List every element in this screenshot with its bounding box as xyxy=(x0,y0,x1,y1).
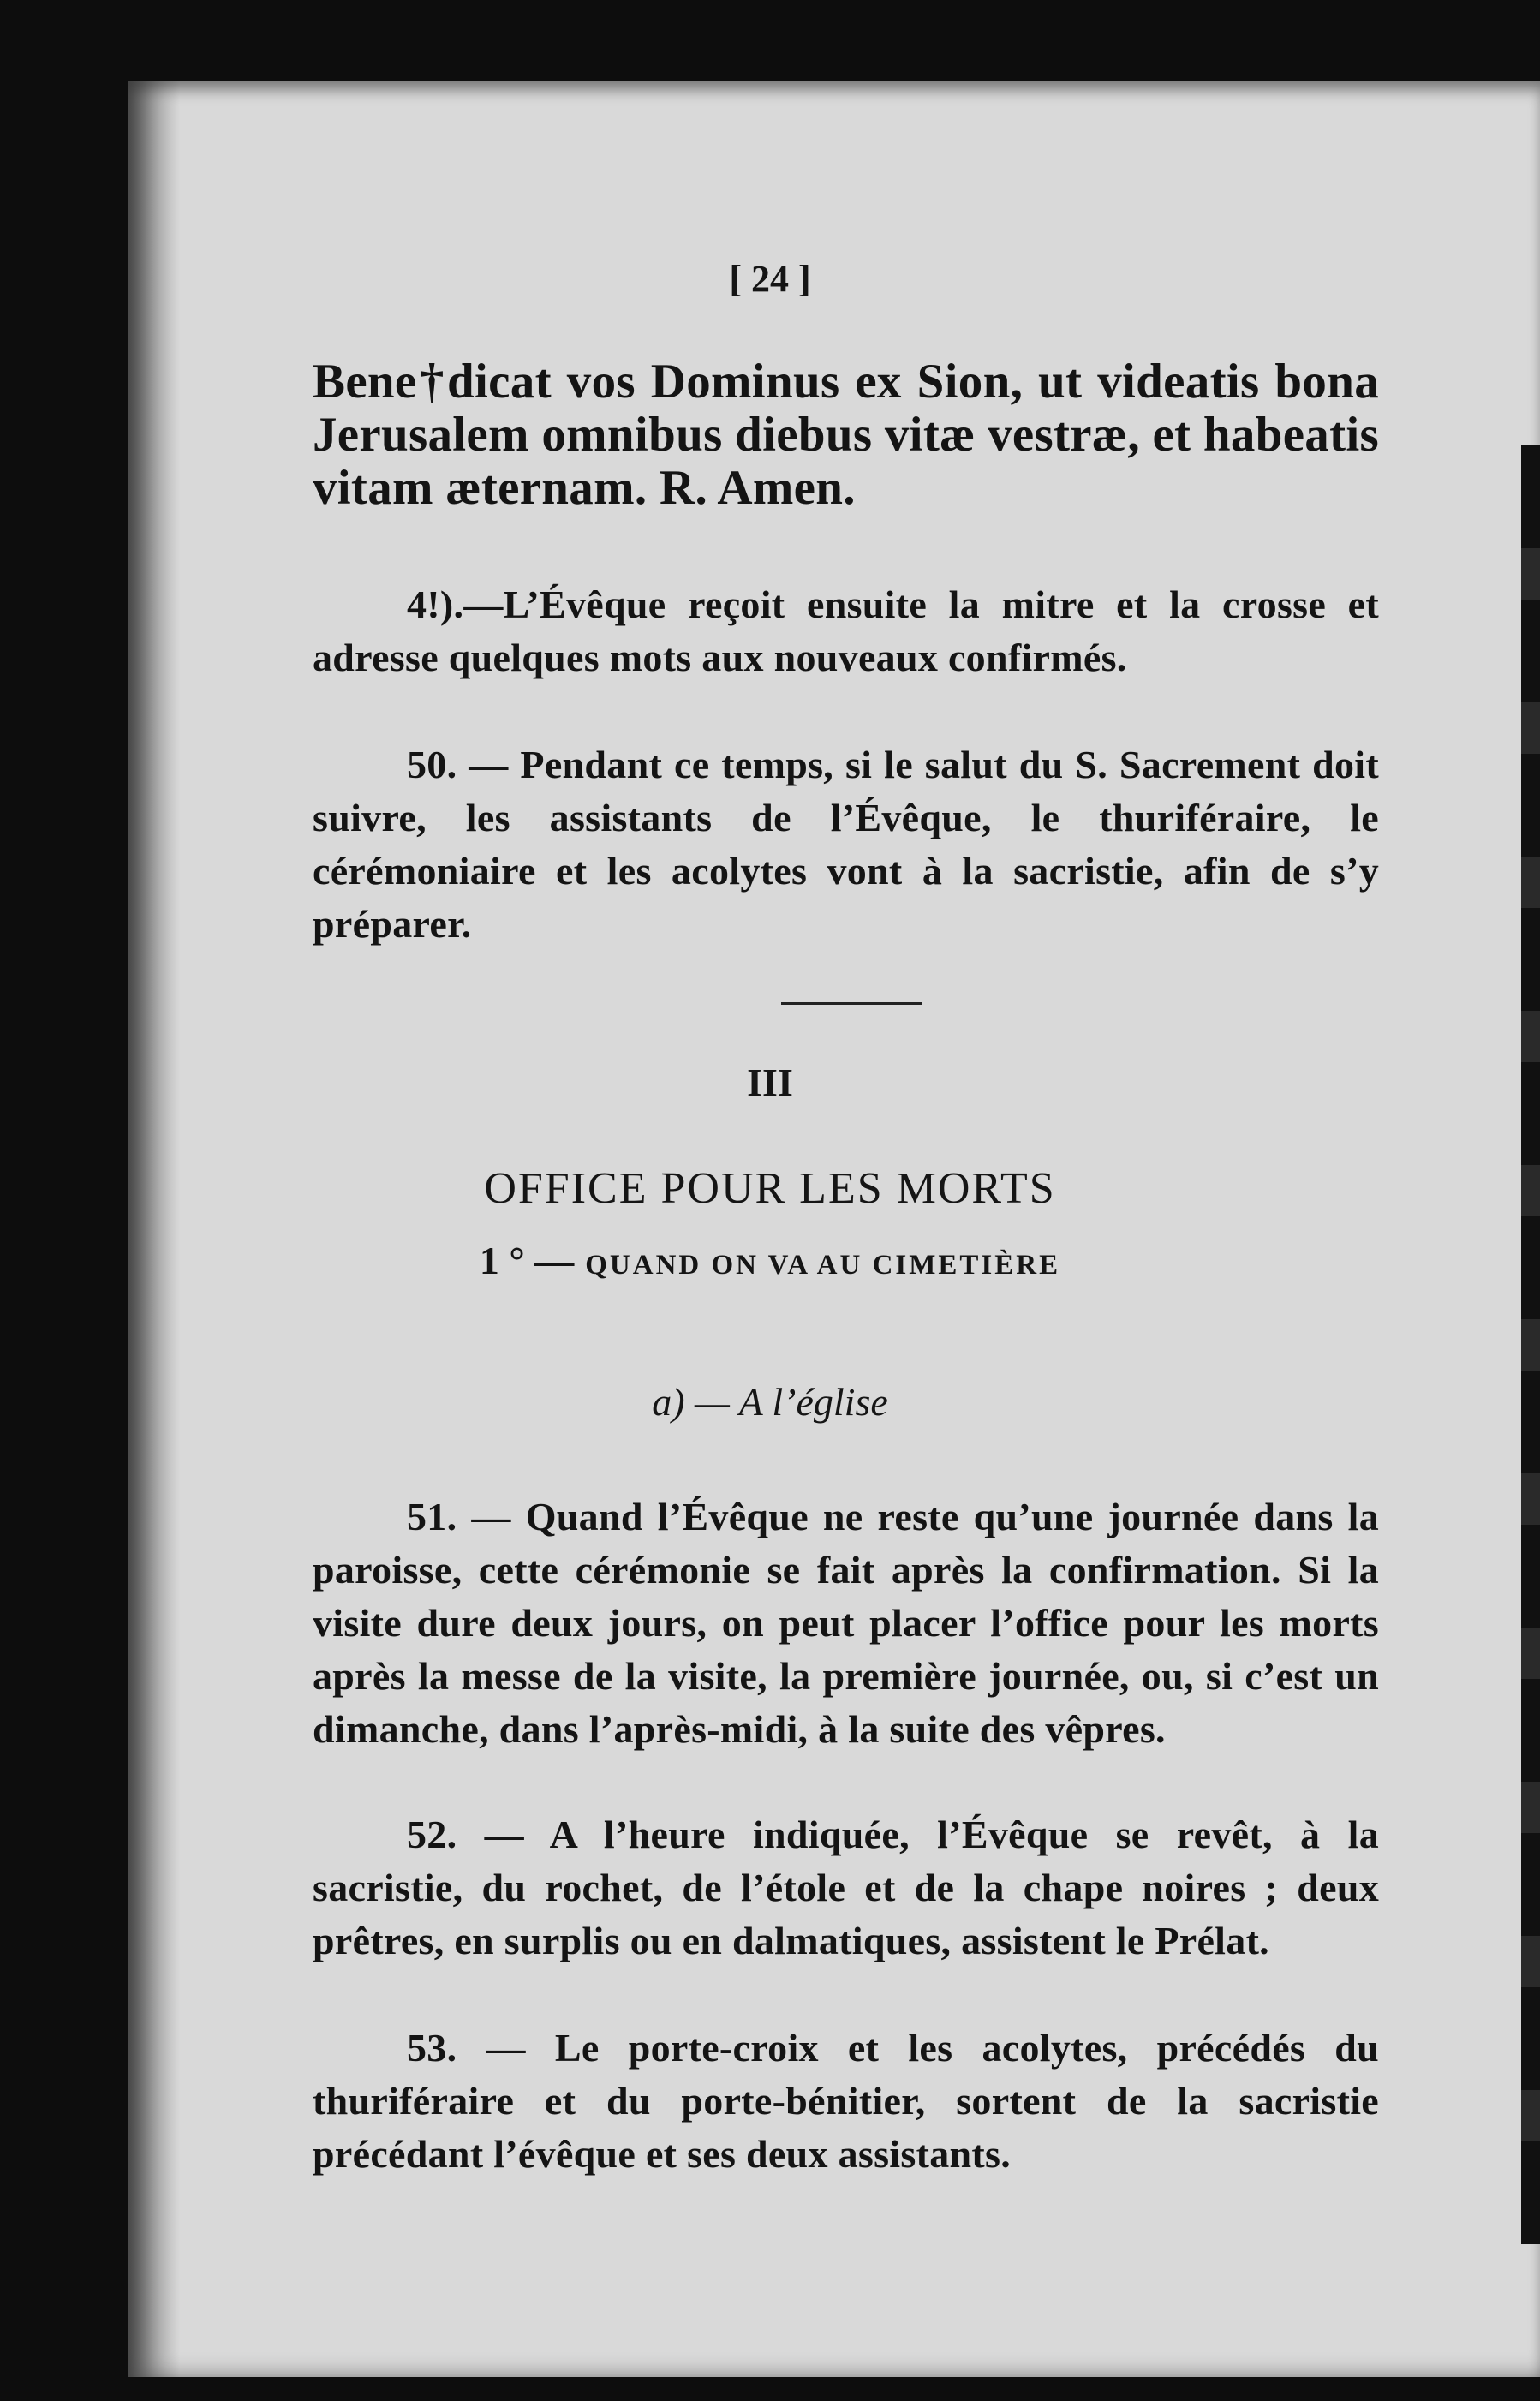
sub-subsection-title: A l’église xyxy=(738,1380,888,1424)
page-edge-binding xyxy=(1521,445,1540,2244)
paragraph-49: 4!).—L’Évêque reçoit ensuite la mitre et la crosse et adresse quelques mots aux nouveaux confirmés. xyxy=(313,582,1379,679)
page-gutter-shadow xyxy=(128,81,180,2377)
subsection-heading xyxy=(0,1238,1540,1283)
page-number: [ 24 ] xyxy=(729,258,811,300)
subsection-title: QUAND ON VA AU CIMETIÈRE xyxy=(585,1250,1061,1281)
paragraph-52: 52. — A l’heure indiquée, l’Évêque se revêt, à la sacristie, du rochet, de l’étole et de la chape noires ; deux prêtres, en surplis ou en dalmatiques, assistent le Prélat. xyxy=(313,1813,1379,1962)
section-number: III xyxy=(747,1060,793,1104)
sub-subsection-heading xyxy=(0,1379,1540,1424)
section-title: OFFICE POUR LES MORTS xyxy=(484,1164,1056,1213)
subsection-number: 1 ° — xyxy=(479,1239,575,1282)
paragraph-51: 51. — Quand l’Évêque ne reste qu’une journée dans la paroisse, cette cérémonie se fait après la confirmation. Si la visite dure deux jours, on peut placer l’office pour les morts après la messe de la visite, la première journée, ou, si c’est un dimanche, dans l’après-midi, à la suite des vêpres. xyxy=(313,1495,1379,1751)
paragraph-50: 50. — Pendant ce temps, si le salut du S. Sacrement doit suivre, les assistants de l’Évêque, le thuriféraire, le cérémoniaire et les acolytes vont à la sacristie, afin de s’y préparer. xyxy=(313,743,1379,946)
latin-blessing: Bene†dicat vos Dominus ex Sion, ut videatis bona Jerusalem omnibus diebus vitæ vestræ, et habeatis vitam æternam. R. Amen. xyxy=(313,355,1379,515)
sub-subsection-letter: a) — xyxy=(652,1380,730,1424)
section-divider xyxy=(781,1002,922,1005)
paragraph-53: 53. — Le porte-croix et les acolytes, précédés du thuriféraire et du porte-bénitier, sortent de la sacristie précédant l’évêque et ses deux assistants. xyxy=(313,2026,1379,2176)
